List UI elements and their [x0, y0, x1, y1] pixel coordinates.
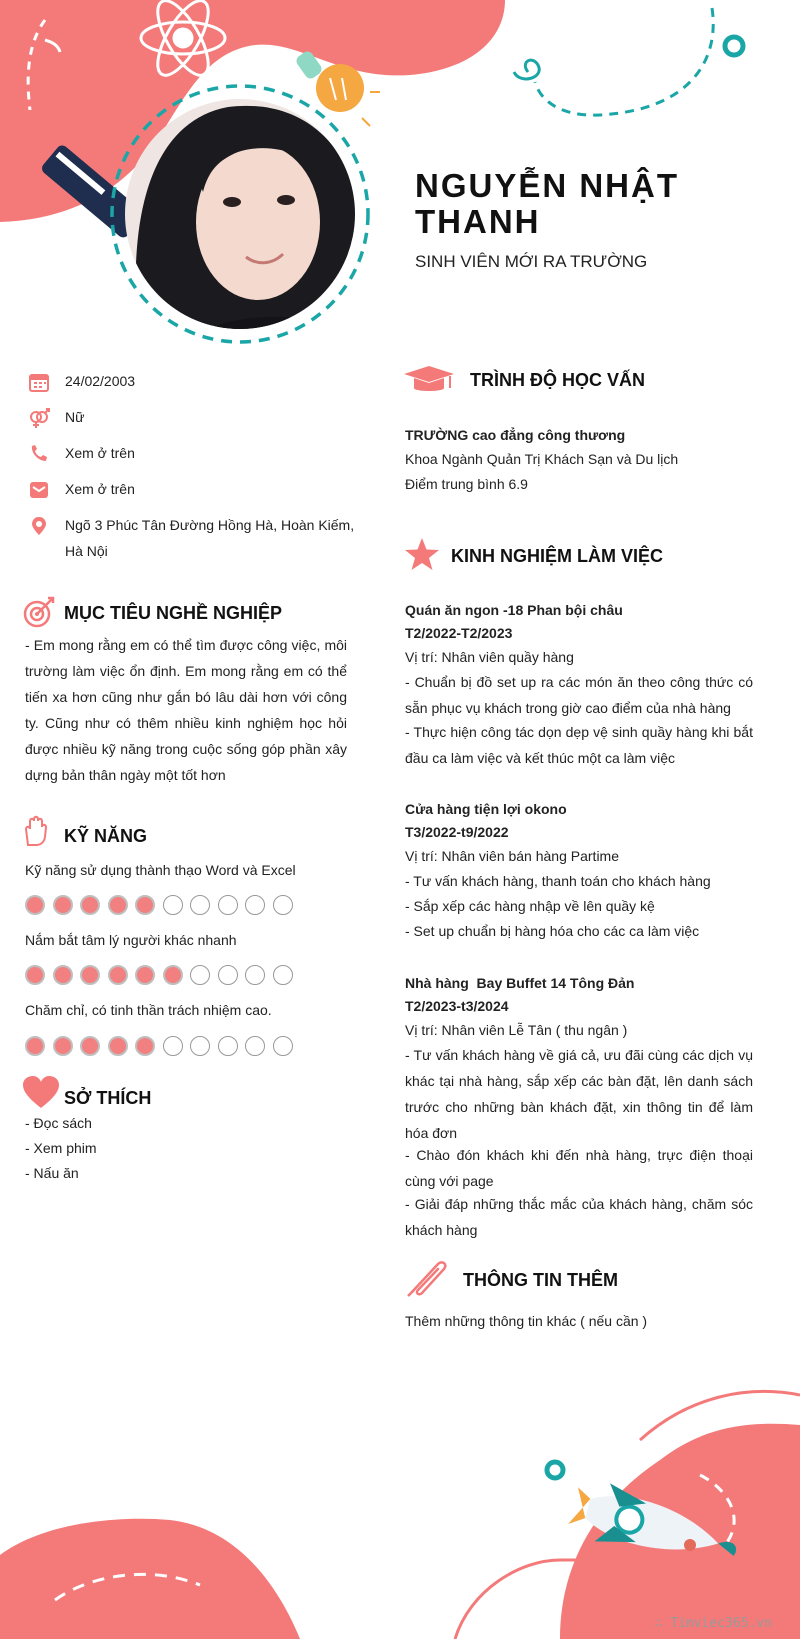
rating-dot-empty	[163, 895, 183, 915]
email-value: Xem ở trên	[65, 481, 135, 497]
rating-dot-filled	[53, 965, 73, 985]
rating-dot-empty	[273, 1036, 293, 1056]
gender-value: Nữ	[65, 409, 85, 425]
hand-icon	[22, 815, 48, 847]
calendar-icon	[28, 371, 50, 393]
rating-dot-empty	[218, 895, 238, 915]
education-major: Khoa Ngành Quản Trị Khách Sạn và Du lịch	[405, 451, 679, 467]
info-address	[28, 512, 358, 564]
job-task: - Chuẩn bị đồ set up ra các món ăn theo công thức có sẵn phục vụ khách trong giờ cao điểm của nhà hàng	[405, 674, 753, 716]
job-task: - Tư vấn khách hàng về giá cả, ưu đãi cùng các dịch vụ khác tại nhà hàng, sắp xếp các bàn đặt, lên danh sách trước cho những bàn khách đặt, xin thông tin để làm hóa đơn	[405, 1047, 753, 1141]
rating-dot-filled	[80, 1036, 100, 1056]
rating-dot-empty	[218, 965, 238, 985]
hobby-item: - Xem phim	[25, 1140, 97, 1156]
objective-heading: MỤC TIÊU NGHỀ NGHIỆP	[64, 603, 283, 623]
rating-dot-filled	[135, 1036, 155, 1056]
rating-dot-empty	[190, 965, 210, 985]
hobbies-heading: SỞ THÍCH	[64, 1088, 152, 1108]
phone-value: Xem ở trên	[65, 445, 135, 461]
rating-dot-filled	[25, 895, 45, 915]
rating-dot-filled	[53, 895, 73, 915]
skill-rating	[25, 965, 300, 989]
job-task: - Giải đáp những thắc mắc của khách hàng, chăm sóc khách hàng	[405, 1196, 753, 1238]
job-position: Vị trí: Nhân viên bán hàng Partime	[405, 848, 620, 864]
skill-rating	[25, 1036, 300, 1060]
skill-label: Chăm chỉ, có tinh thần trách nhiệm cao.	[25, 1002, 272, 1018]
rating-dot-empty	[245, 1036, 265, 1056]
rating-dot-filled	[25, 1036, 45, 1056]
rating-dot-filled	[80, 895, 100, 915]
candidate-name: NGUYỄN NHẬT THANH	[415, 167, 680, 240]
skills-heading: KỸ NĂNG	[64, 826, 148, 846]
job-company: Quán ăn ngon -18 Phan bội châu	[405, 602, 623, 618]
phone-icon	[28, 443, 50, 465]
graduation-cap-icon	[402, 364, 456, 396]
job-position: Vị trí: Nhân viên quầy hàng	[405, 649, 574, 665]
rating-dot-empty	[245, 895, 265, 915]
skill-rating	[25, 895, 300, 919]
birthday-value: 24/02/2003	[65, 373, 136, 389]
job-position: Vị trí: Nhân viên Lễ Tân ( thu ngân )	[405, 1022, 628, 1038]
job-task: - Set up chuẩn bị hàng hóa cho các ca làm việc	[405, 923, 700, 939]
additional-text: Thêm những thông tin khác ( nếu cần )	[405, 1313, 648, 1329]
job-company: Nhà hàng Bay Buffet 14 Tông Đản	[405, 975, 635, 991]
job-task: - Tư vấn khách hàng, thanh toán cho khách hàng	[405, 873, 711, 889]
rating-dot-filled	[163, 965, 183, 985]
rating-dot-empty	[190, 895, 210, 915]
education-school: TRƯỜNG cao đẳng công thương	[405, 427, 626, 443]
rating-dot-empty	[190, 1036, 210, 1056]
skill-label: Kỹ năng sử dụng thành thạo Word và Excel	[25, 862, 296, 878]
rating-dot-filled	[25, 965, 45, 985]
job-task: - Sắp xếp các hàng nhập về lên quầy kệ	[405, 898, 655, 914]
watermark	[655, 1616, 772, 1631]
rating-dot-filled	[80, 965, 100, 985]
info-phone	[28, 440, 358, 466]
rating-dot-filled	[135, 965, 155, 985]
education-gpa: Điểm trung bình 6.9	[405, 476, 528, 492]
info-gender	[28, 404, 358, 430]
info-birthday	[28, 368, 358, 394]
target-icon	[22, 595, 56, 629]
location-pin-icon	[28, 515, 50, 537]
skill-label: Nắm bắt tâm lý người khác nhanh	[25, 932, 237, 948]
info-email	[28, 476, 358, 502]
rating-dot-empty	[273, 895, 293, 915]
hobby-item: - Đọc sách	[25, 1115, 92, 1131]
heart-icon	[22, 1076, 60, 1110]
candidate-title: SINH VIÊN MỚI RA TRƯỜNG	[415, 252, 648, 271]
job-period: T2/2023-t3/2024	[405, 998, 509, 1014]
objective-text: - Em mong rằng em có thể tìm được công việc, môi trường làm việc ổn định. Em mong rằng em có thể tiến xa hơn cũng như gắn bó lâu dài hơn với công ty. Cũng như có thêm nhiều kinh nghiệm học hỏi được nhiều kỹ năng trong cuộc sống góp phần xây dựng bản thân ngày một tốt hơn	[25, 637, 347, 783]
paperclip-icon	[406, 1256, 452, 1298]
rating-dot-empty	[163, 1036, 183, 1056]
rating-dot-empty	[245, 965, 265, 985]
additional-heading: THÔNG TIN THÊM	[463, 1270, 618, 1290]
job-period: T2/2022-T2/2023	[405, 625, 513, 641]
rating-dot-filled	[135, 895, 155, 915]
rating-dot-filled	[53, 1036, 73, 1056]
avatar	[108, 82, 372, 346]
watermark-icon: ∴	[654, 1616, 671, 1631]
job-company: Cửa hàng tiện lợi okono	[405, 801, 567, 817]
hobby-item: - Nấu ăn	[25, 1165, 79, 1181]
rating-dot-empty	[218, 1036, 238, 1056]
rating-dot-filled	[108, 895, 128, 915]
rating-dot-empty	[273, 965, 293, 985]
job-task: - Chào đón khách khi đến nhà hàng, trực điện thoại cùng với page	[405, 1147, 753, 1189]
education-heading: TRÌNH ĐỘ HỌC VẤN	[470, 370, 645, 390]
job-period: T3/2022-t9/2022	[405, 824, 509, 840]
job-task: - Thực hiện công tác dọn dẹp vệ sinh quầy hàng khi bắt đầu ca làm việc và kết thúc một ca làm việc	[405, 724, 753, 766]
email-icon	[28, 479, 50, 501]
rating-dot-filled	[108, 1036, 128, 1056]
address-value: Ngõ 3 Phúc Tân Đường Hồng Hà, Hoàn Kiếm, Hà Nội	[65, 517, 355, 559]
rating-dot-filled	[108, 965, 128, 985]
star-icon	[404, 537, 440, 571]
watermark-text: Timviec365.vn	[670, 1616, 772, 1631]
experience-heading: KINH NGHIỆM LÀM VIỆC	[451, 546, 664, 566]
gender-icon	[28, 407, 50, 429]
